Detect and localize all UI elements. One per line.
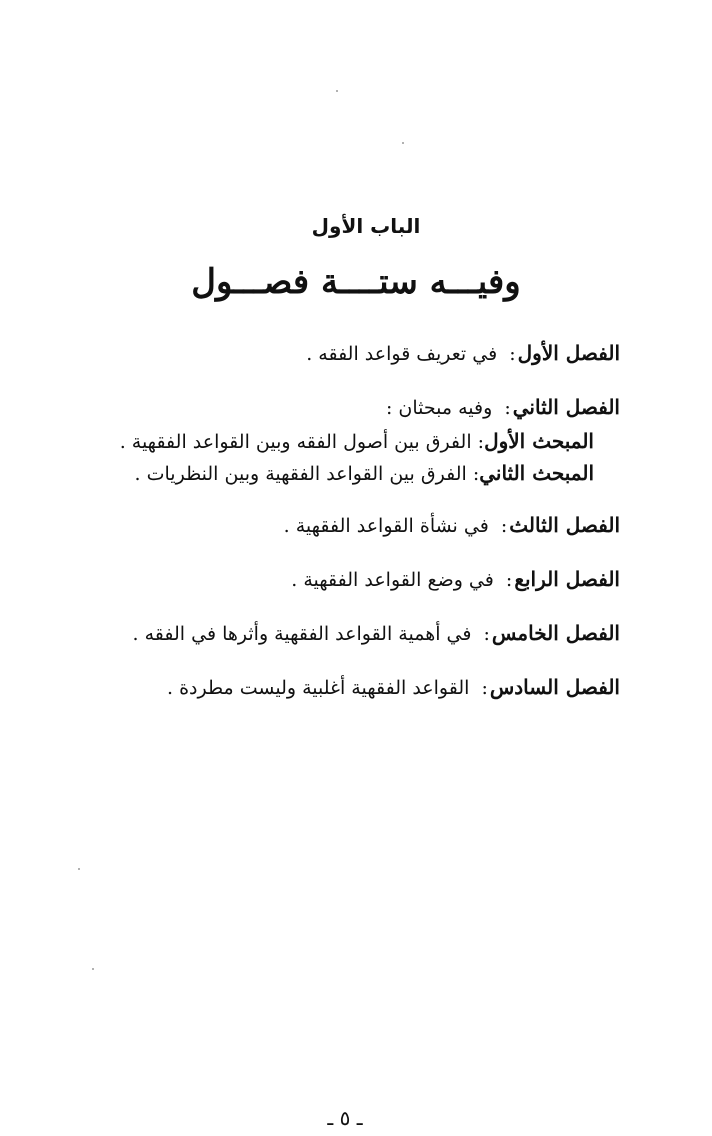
chapter-3-text: في نشأة القواعد الفقهية . <box>283 515 489 537</box>
chapter-2-text: وفيه مبحثان : <box>385 397 493 419</box>
chapter-3: الفصل الثالث: في نشأة القواعد الفقهية . <box>283 513 620 537</box>
scan-speck <box>92 968 94 970</box>
chapter-4-label: الفصل الرابع <box>514 567 620 591</box>
chapter-4: الفصل الرابع: في وضع القواعد الفقهية . <box>291 567 620 591</box>
chapter-1-text: في تعريف قواعد الفقه . <box>306 343 498 365</box>
chapter-6-label: الفصل السادس <box>489 675 620 699</box>
subsection-1: المبحث الأول: الفرق بين أصول الفقه وبين القواعد الفقهية . <box>119 429 594 453</box>
page-number: ـ ٥ ـ <box>327 1106 363 1130</box>
chapter-6: الفصل السادس: القواعد الفقهية أغلبية وليست مطردة . <box>166 675 620 699</box>
chapter-5: الفصل الخامس: في أهمية القواعد الفقهية وأثرها في الفقه . <box>132 621 620 645</box>
subsection-1-label: المبحث الأول <box>484 429 594 453</box>
scan-speck <box>336 90 338 92</box>
chapter-1-label: الفصل الأول <box>517 341 620 365</box>
chapter-1: الفصل الأول: في تعريف قواعد الفقه . <box>306 341 620 365</box>
subsection-2-label: المبحث الثاني <box>479 461 594 485</box>
chapter-2-label: الفصل الثاني <box>512 395 620 419</box>
part-title: وفيـــه ستــــة فصـــول <box>191 262 521 302</box>
chapter-5-text: في أهمية القواعد الفقهية وأثرها في الفقه . <box>132 623 472 645</box>
subsection-2-text: الفرق بين القواعد الفقهية وبين النظريات . <box>134 463 467 485</box>
scan-speck <box>78 868 80 870</box>
chapter-5-label: الفصل الخامس <box>491 621 620 645</box>
scan-speck <box>402 142 404 144</box>
subsection-1-text: الفرق بين أصول الفقه وبين القواعد الفقهية . <box>119 431 472 453</box>
chapter-4-text: في وضع القواعد الفقهية . <box>291 569 494 591</box>
chapter-2: الفصل الثاني: وفيه مبحثان : <box>385 395 620 419</box>
chapter-6-text: القواعد الفقهية أغلبية وليست مطردة . <box>166 677 470 699</box>
chapter-3-label: الفصل الثالث <box>509 513 620 537</box>
subsection-2: المبحث الثاني: الفرق بين القواعد الفقهية وبين النظريات . <box>134 461 594 485</box>
part-label: الباب الأول <box>311 214 421 238</box>
